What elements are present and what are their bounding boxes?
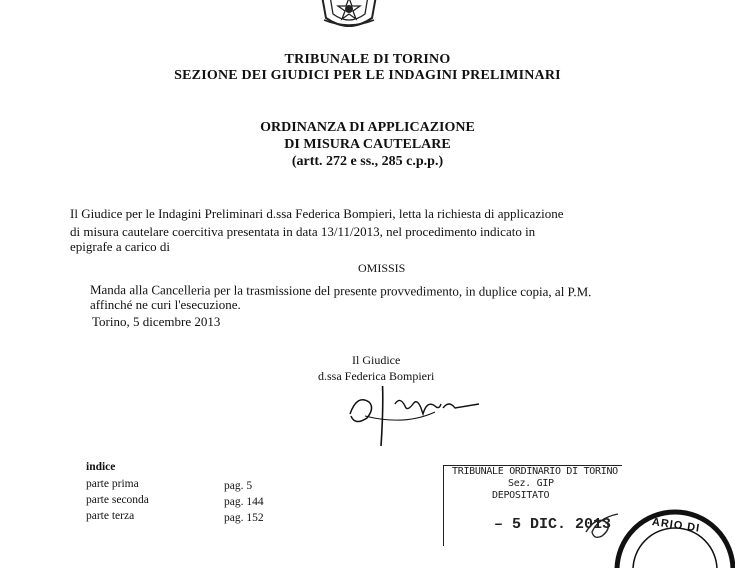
index-row-page: pag. 144: [224, 496, 264, 508]
judge-name: d.ssa Federica Bompieri: [318, 369, 435, 383]
intro-line: di misura cautelare coercitiva presentata in data 13/11/2013, nel procedimento indicato in: [70, 224, 536, 239]
mandate-line: Manda alla Cancelleria per la trasmissione del presente provvedimento, in duplice copia, al P.M.: [89, 282, 592, 300]
stamp-court: TRIBUNALE ORDINARIO DI TORINO: [452, 466, 618, 477]
republic-emblem-icon: [318, 0, 380, 30]
stamp-section: Sez. GIP: [508, 478, 554, 489]
stamp-deposited: DEPOSITATO: [492, 490, 550, 501]
mandate-line: affinché ne curi l'esecuzione.: [90, 297, 241, 312]
handwritten-signature-icon: [345, 386, 485, 446]
seal-text: ARIO DI: [651, 516, 701, 535]
index-row-page: pag. 152: [224, 512, 264, 524]
omissis-label: OMISSIS: [358, 261, 406, 275]
intro-line: epigrafe a carico di: [70, 239, 170, 254]
order-subtitle: DI MISURA CAUTELARE: [284, 137, 451, 152]
index-row-label: parte prima: [86, 478, 139, 490]
place-date: Torino, 5 dicembre 2013: [92, 314, 221, 329]
index-row-label: parte terza: [86, 510, 135, 522]
order-articles: (artt. 272 e ss., 285 c.p.p.): [291, 154, 444, 169]
judge-role: Il Giudice: [352, 353, 401, 367]
court-seal: [600, 508, 735, 568]
index-row-label: parte seconda: [86, 494, 149, 506]
intro-line: Il Giudice per le Indagini Preliminari d.ssa Federica Bompieri, letta la richiesta di applicazione: [70, 206, 564, 221]
index-heading: indice: [86, 461, 116, 473]
index-row-page: pag. 5: [224, 480, 253, 492]
stamp-date: – 5 DIC. 2013: [494, 516, 612, 533]
order-title: ORDINANZA DI APPLICAZIONE: [260, 120, 475, 135]
court-name: TRIBUNALE DI TORINO: [284, 52, 451, 67]
court-section: SEZIONE DEI GIUDICI PER LE INDAGINI PRELIMINARI: [174, 68, 561, 83]
